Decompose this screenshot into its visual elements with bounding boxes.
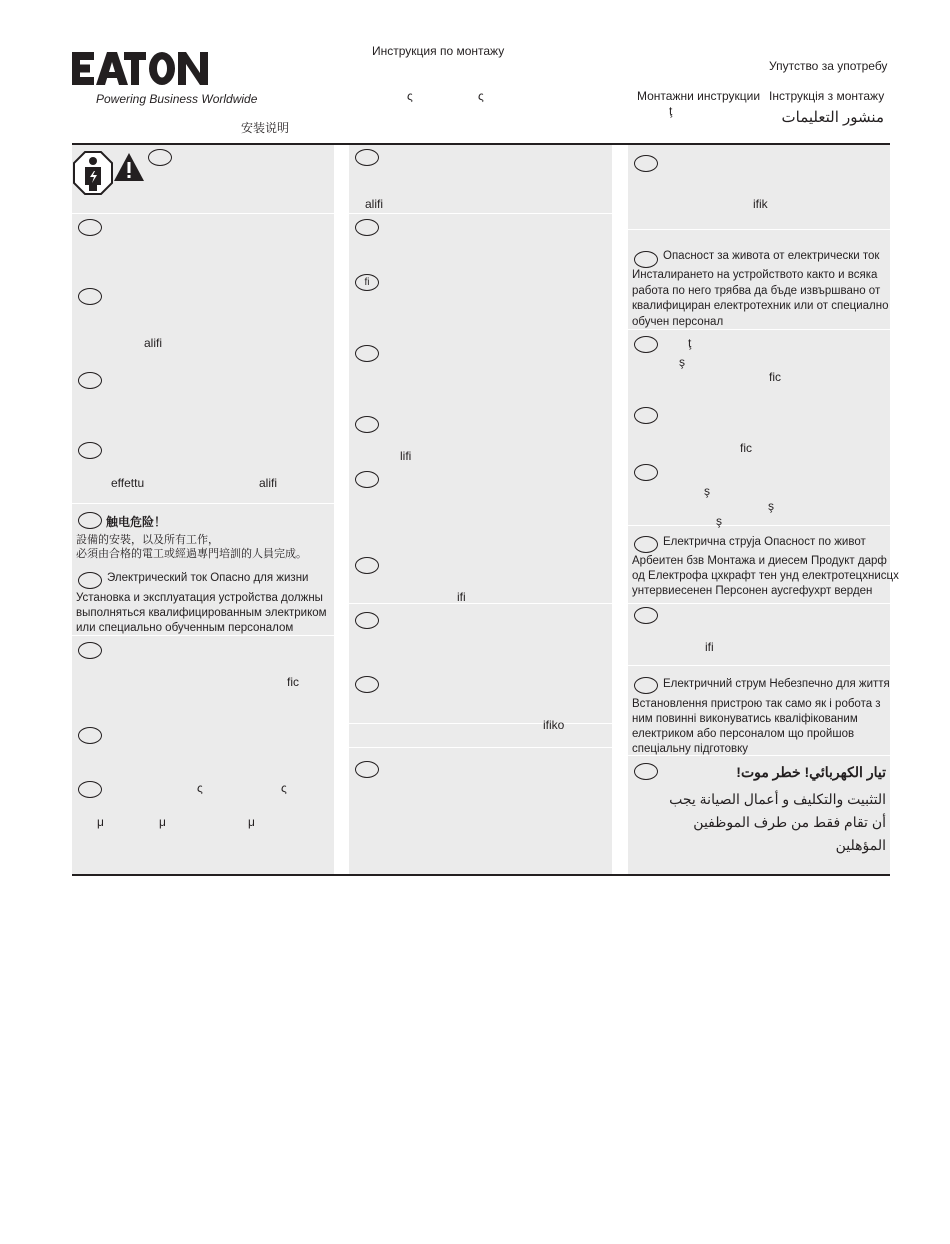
bg-warning-line: работа по него трябва да бъде извършвано от bbox=[632, 285, 881, 297]
text-fragment: alifi bbox=[259, 476, 278, 490]
language-badge bbox=[634, 251, 658, 268]
bg-warning-line: обучен персонал bbox=[632, 316, 724, 328]
ru-warning-line: или специально обученным персоналом bbox=[76, 622, 294, 634]
bg-warning-title: Опасност за живота от електрически ток bbox=[663, 250, 880, 262]
text-fragment: lifi bbox=[400, 449, 412, 463]
text-fragment: ş bbox=[768, 499, 774, 513]
language-badge bbox=[78, 288, 102, 305]
sr-warning-title: Електрична струја Опасност по живот bbox=[663, 536, 866, 548]
uk-warning-title: Електричний струм Небезпечно для життя bbox=[663, 678, 890, 690]
bottom-rule bbox=[72, 874, 890, 876]
ru-warning-line: выполняться квалифицированным электриком bbox=[76, 607, 327, 619]
warning-icon bbox=[113, 152, 145, 182]
language-badge bbox=[355, 345, 379, 362]
header-bg: Монтажни инструкции bbox=[637, 89, 761, 103]
text-fragment: μ bbox=[248, 815, 255, 829]
ru-warning-title: Электрический ток Опасно для жизни bbox=[107, 572, 309, 584]
column-1 bbox=[72, 145, 334, 874]
text-fragment: ifiko bbox=[543, 718, 565, 732]
cn-warning-line: 必須由合格的電工或經過專門培訓的人員完成。 bbox=[76, 547, 307, 560]
language-badge bbox=[355, 761, 379, 778]
uk-warning-line: ним повинні виконуватись кваліфікованим bbox=[632, 713, 858, 725]
language-badge bbox=[634, 536, 658, 553]
divider bbox=[349, 723, 612, 724]
bg-warning-line: Инсталирането на устройството както и всяка bbox=[632, 269, 878, 281]
divider bbox=[628, 229, 890, 230]
divider bbox=[72, 213, 334, 214]
divider bbox=[349, 603, 612, 604]
header-glyph-c1: ς bbox=[407, 89, 413, 103]
header-ru: Инструкция по монтажу bbox=[372, 44, 505, 58]
cn-warning-title: 触电危险！ bbox=[106, 515, 167, 529]
header-cn: 安装说明 bbox=[241, 121, 290, 135]
column-2 bbox=[349, 145, 612, 874]
uk-warning-line: електриком або персоналом що пройшов bbox=[632, 728, 855, 740]
text-fragment: alifi bbox=[144, 336, 163, 350]
language-badge bbox=[78, 219, 102, 236]
language-badge bbox=[355, 149, 379, 166]
text-fragment: ifik bbox=[753, 197, 768, 211]
ru-warning-line: Установка и эксплуатация устройства должны bbox=[76, 592, 323, 604]
ar-warning-line: أن تقام فقط من طرف الموظفين bbox=[693, 814, 886, 830]
ar-warning-line: المؤهلين bbox=[835, 837, 886, 853]
text-fragment: fic bbox=[740, 441, 752, 455]
divider bbox=[72, 503, 334, 504]
text-fragment: ş bbox=[704, 484, 710, 498]
uk-warning-line: Встановлення пристрою так само як і робота з bbox=[632, 698, 881, 710]
electrician-icon bbox=[73, 151, 113, 195]
header-uk: Інструкція з монтажу bbox=[769, 89, 885, 103]
language-badge bbox=[355, 557, 379, 574]
sr-warning-line: Арбеитен бзв Монтажа и диесем Продукт дарф bbox=[632, 555, 887, 567]
language-badge bbox=[78, 642, 102, 659]
sr-warning-line: од Електрофа цхкрафт тен унд електротецхнисцх bbox=[632, 570, 899, 582]
divider bbox=[628, 525, 890, 526]
language-badge bbox=[634, 763, 658, 780]
header-sr: Упутство за употребу bbox=[769, 59, 888, 73]
language-badge bbox=[634, 407, 658, 424]
language-badge bbox=[78, 727, 102, 744]
language-badge bbox=[634, 464, 658, 481]
language-badge bbox=[634, 607, 658, 624]
brand-tagline: Powering Business Worldwide bbox=[96, 92, 258, 106]
language-badge bbox=[78, 572, 102, 589]
language-badge bbox=[355, 676, 379, 693]
header-glyph-c2: ς bbox=[478, 89, 484, 103]
language-badge bbox=[355, 471, 379, 488]
uk-warning-line: спеціальну підготовку bbox=[632, 743, 749, 755]
header-ar: منشور التعليمات bbox=[781, 109, 884, 126]
language-badge bbox=[634, 155, 658, 172]
language-badge bbox=[634, 677, 658, 694]
language-badge bbox=[78, 442, 102, 459]
language-badge bbox=[355, 219, 379, 236]
ar-warning-line: التثبيت والتكليف و أعمال الصيانة يجب bbox=[669, 791, 886, 807]
divider bbox=[628, 603, 890, 604]
text-fragment: ς bbox=[197, 781, 203, 795]
header-glyph-t: ţ bbox=[669, 104, 673, 118]
language-badge bbox=[148, 149, 172, 166]
text-fragment: alifi bbox=[365, 197, 384, 211]
language-badge bbox=[78, 372, 102, 389]
text-fragment: effettu bbox=[111, 476, 145, 490]
text-fragment: fic bbox=[769, 370, 781, 384]
sr-warning-line: унтервиесенен Персонен аусгефухрт верден bbox=[632, 585, 873, 597]
language-badge bbox=[78, 512, 102, 529]
text-fragment: fic bbox=[287, 675, 299, 689]
text-fragment: ς bbox=[281, 781, 287, 795]
cn-warning-line: 設備的安裝，以及所有工作， bbox=[76, 533, 219, 546]
text-fragment: ş bbox=[679, 355, 685, 369]
divider bbox=[349, 747, 612, 748]
language-badge bbox=[355, 416, 379, 433]
text-fragment: ţ bbox=[688, 336, 692, 350]
divider bbox=[628, 665, 890, 666]
text-fragment: ifi bbox=[705, 640, 714, 654]
language-badge bbox=[634, 336, 658, 353]
text-fragment: μ bbox=[97, 815, 104, 829]
ar-warning-title: تيار الكهربائي! خطر موت! bbox=[736, 764, 886, 780]
bg-warning-line: квалифициран електротехник или от специално bbox=[632, 300, 889, 312]
text-fragment: μ bbox=[159, 815, 166, 829]
text-fragment: ifi bbox=[457, 590, 466, 604]
divider bbox=[349, 213, 612, 214]
text-fragment: ş bbox=[716, 514, 722, 528]
language-badge bbox=[78, 781, 102, 798]
language-badge: fi bbox=[355, 274, 379, 291]
language-badge bbox=[355, 612, 379, 629]
